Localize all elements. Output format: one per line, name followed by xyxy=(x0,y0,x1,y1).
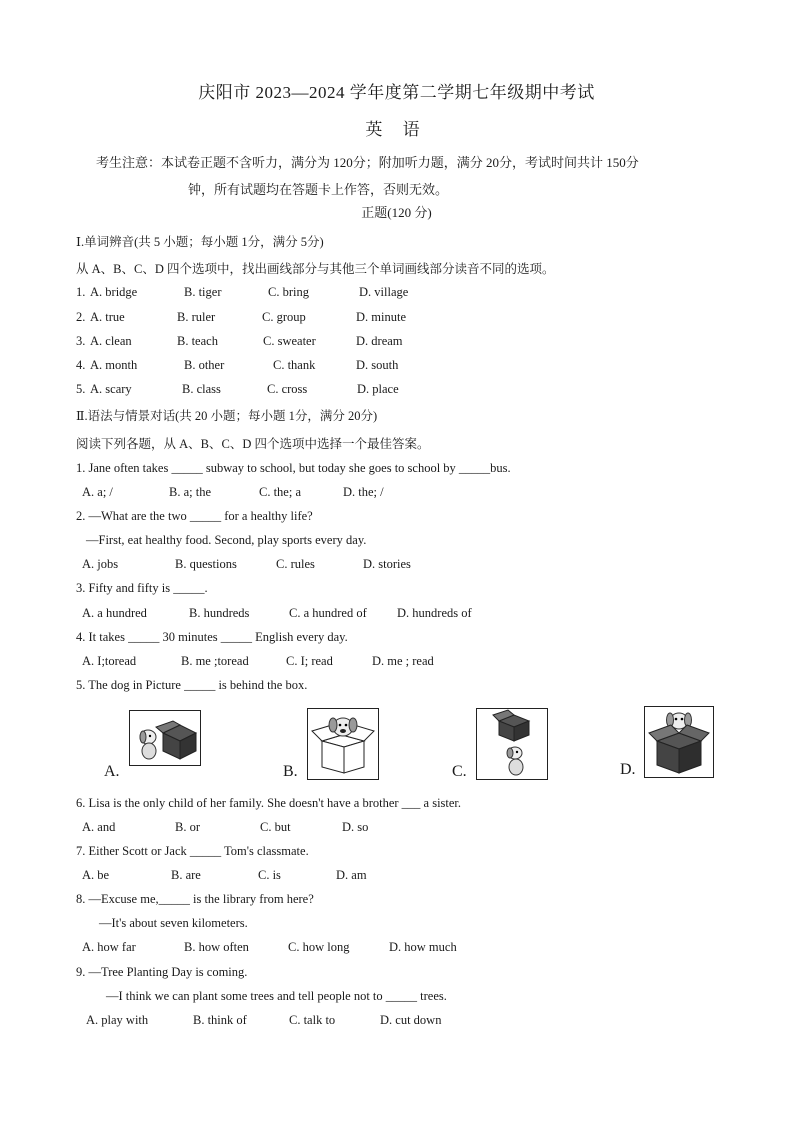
q1-option-a: A. a; / xyxy=(82,485,113,499)
q7-stem: 7. Either Scott or Jack _____ Tom's classmate. xyxy=(76,844,309,858)
section2-instruction: 阅读下列各题，从 A、B、C、D 四个选项中选择一个最佳答案。 xyxy=(76,437,430,451)
option-c: C. thank xyxy=(273,358,316,372)
q3-option-a: A. a hundred xyxy=(82,606,147,620)
q8-option-a: A. how far xyxy=(82,940,136,954)
q9-option-a: A. play with xyxy=(86,1013,149,1027)
q2-option-d: D. stories xyxy=(363,557,411,571)
q8-option-d: D. how much xyxy=(389,940,457,954)
option-d: D. dream xyxy=(356,334,403,348)
q8-stem-reply: —It's about seven kilometers. xyxy=(99,916,248,930)
option-a: A. clean xyxy=(90,334,132,348)
option-d: D. minute xyxy=(356,310,406,324)
option-a: A. month xyxy=(90,358,138,372)
section2-heading: Ⅱ.语法与情景对话(共 20 小题；每小题 1分，满分 20分) xyxy=(76,409,378,423)
section1-instruction: 从 A、B、C、D 四个选项中，找出画线部分与其他三个单词画线部分读音不同的选项。 xyxy=(76,262,555,276)
option-b: B. teach xyxy=(177,334,218,348)
exam-title: 庆阳市 2023—2024 学年度第二学期七年级期中考试 xyxy=(198,83,595,102)
q3-stem: 3. Fifty and fifty is _____. xyxy=(76,581,208,595)
q5-stem: 5. The dog in Picture _____ is behind the box. xyxy=(76,678,308,692)
q7-option-b: B. are xyxy=(171,868,201,882)
q8-stem: 8. —Excuse me,_____ is the library from here? xyxy=(76,892,314,906)
q4-option-d: D. me ; read xyxy=(372,654,434,668)
section1-heading: Ⅰ.单词辨音(共 5 小题；每小题 1分，满分 5分) xyxy=(76,235,324,249)
picture-label-d: D. xyxy=(620,761,636,778)
notice-line-2: 钟，所有试题均在答题卡上作答，否则无效。 xyxy=(188,182,449,197)
option-b: B. class xyxy=(182,382,221,396)
q9-option-d: D. cut down xyxy=(380,1013,442,1027)
q4-option-b: B. me ;toread xyxy=(181,654,249,668)
part-title: 正题(120 分) xyxy=(361,205,432,220)
q7-option-a: A. be xyxy=(82,868,110,882)
q7-option-d: D. am xyxy=(336,868,367,882)
q1-option-c: C. the; a xyxy=(259,485,302,499)
q1-option-b: B. a; the xyxy=(169,485,212,499)
dog-beside-box-image xyxy=(130,711,200,765)
q8-option-b: B. how often xyxy=(184,940,249,954)
q4-stem: 4. It takes _____ 30 minutes _____ English every day. xyxy=(76,630,348,644)
exam-notice xyxy=(96,149,716,203)
option-b: B. other xyxy=(184,358,225,372)
picture-label-c: C. xyxy=(452,763,467,780)
q4-option-a: A. I;toread xyxy=(82,654,137,668)
question-number: 3. xyxy=(76,334,86,348)
q2-stem: 2. —What are the two _____ for a healthy life? xyxy=(76,509,313,523)
q6-option-d: D. so xyxy=(342,820,369,834)
question-number: 5. xyxy=(76,382,86,396)
q2-option-b: B. questions xyxy=(175,557,237,571)
q9-stem-reply: —I think we can plant some trees and tell people not to _____ trees. xyxy=(106,989,447,1003)
q4-option-c: C. I; read xyxy=(286,654,333,668)
question-number: 2. xyxy=(76,310,86,324)
q3-option-b: B. hundreds xyxy=(189,606,250,620)
q7-option-c: C. is xyxy=(258,868,281,882)
q6-option-c: C. but xyxy=(260,820,291,834)
dog-in-box-image xyxy=(308,709,378,779)
option-b: B. ruler xyxy=(177,310,216,324)
picture-label-a: A. xyxy=(104,763,120,780)
dog-behind-box-image xyxy=(645,707,713,777)
q8-option-c: C. how long xyxy=(288,940,350,954)
q1-option-d: D. the; / xyxy=(343,485,384,499)
q9-stem: 9. —Tree Planting Day is coming. xyxy=(76,965,248,979)
q2-option-a: A. jobs xyxy=(82,557,119,571)
q6-stem: 6. Lisa is the only child of her family. She doesn't have a brother ___ a sister. xyxy=(76,796,462,810)
q2-option-c: C. rules xyxy=(276,557,315,571)
q1-stem: 1. Jane often takes _____ subway to school, but today she goes to school by _____bus. xyxy=(76,461,511,475)
option-c: C. bring xyxy=(268,285,309,299)
option-a: A. scary xyxy=(90,382,132,396)
option-a: A. true xyxy=(90,310,125,324)
q2-stem-reply: —First, eat healthy food. Second, play sports every day. xyxy=(86,533,367,547)
q9-option-b: B. think of xyxy=(193,1013,247,1027)
option-a: A. bridge xyxy=(90,285,138,299)
option-b: B. tiger xyxy=(184,285,222,299)
q3-option-d: D. hundreds of xyxy=(397,606,472,620)
q6-option-b: B. or xyxy=(175,820,200,834)
q3-option-c: C. a hundred of xyxy=(289,606,367,620)
box-above-dog-image xyxy=(477,709,547,779)
subject-title: 英 语 xyxy=(365,120,428,139)
question-number: 1. xyxy=(76,285,86,299)
option-d: D. village xyxy=(359,285,409,299)
notice-line-1: 考生注意：本试卷正题不含听力，满分为 120分；附加听力题，满分 20分，考试时间共计 150分 xyxy=(96,155,639,170)
picture-label-b: B. xyxy=(283,763,298,780)
option-d: D. south xyxy=(356,358,399,372)
option-c: C. group xyxy=(262,310,306,324)
q6-option-a: A. and xyxy=(82,820,116,834)
q9-option-c: C. talk to xyxy=(289,1013,336,1027)
option-c: C. sweater xyxy=(263,334,316,348)
question-number: 4. xyxy=(76,358,86,372)
option-c: C. cross xyxy=(267,382,308,396)
option-d: D. place xyxy=(357,382,399,396)
